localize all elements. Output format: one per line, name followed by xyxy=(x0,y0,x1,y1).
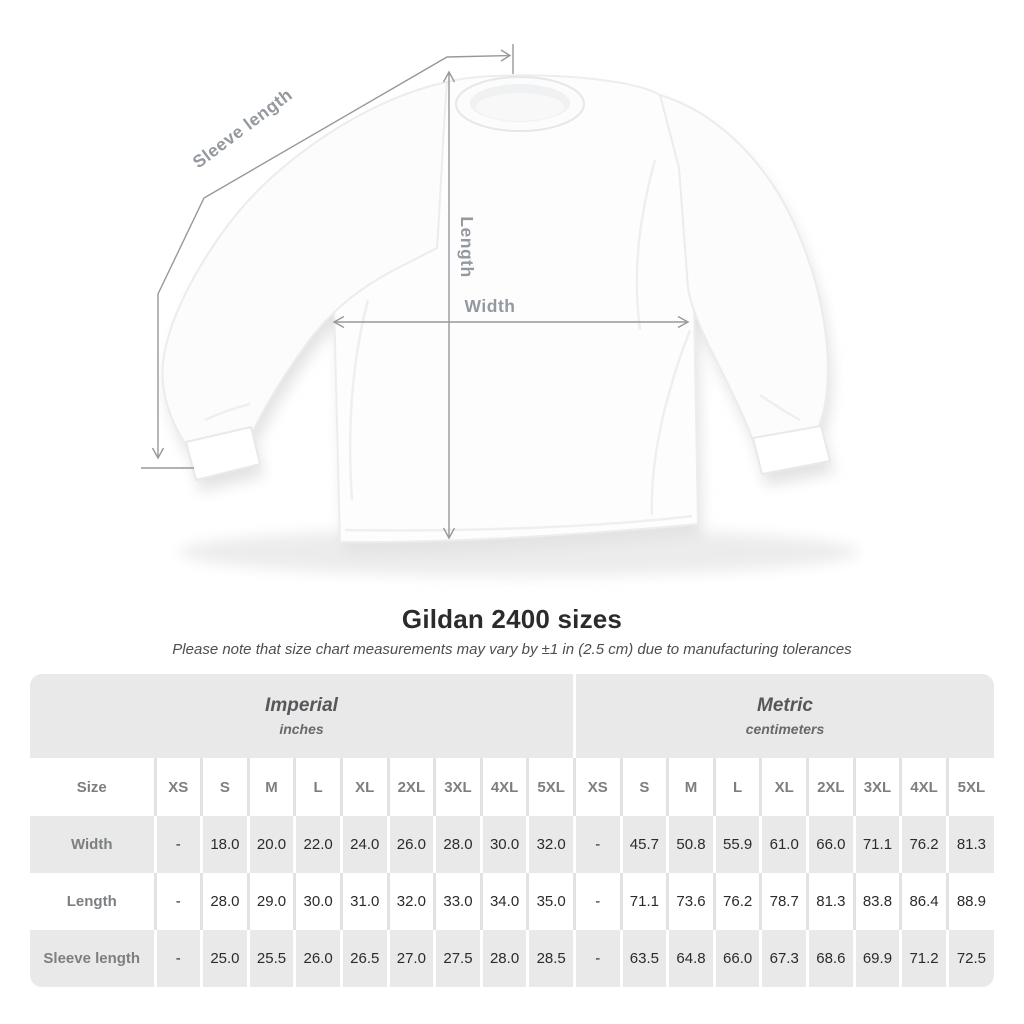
width-label: Width xyxy=(464,296,516,316)
size-header-imperial-3xl: 3XL xyxy=(435,758,482,816)
size-column-header: Size xyxy=(76,778,107,796)
measurement-row-length xyxy=(30,873,994,930)
measurement-cell: 78.7 xyxy=(761,873,808,930)
measurement-cell: 25.5 xyxy=(248,930,295,987)
size-header-imperial-5xl: 5XL xyxy=(528,758,575,816)
measurement-cell: 24.0 xyxy=(341,816,388,873)
metric-group-header xyxy=(574,674,994,758)
size-header-metric-4xl: 4XL xyxy=(901,758,948,816)
measurement-cell: 22.0 xyxy=(295,816,342,873)
size-header-imperial-2xl: 2XL xyxy=(388,758,435,816)
measurement-cell: 29.0 xyxy=(248,873,295,930)
measurement-cell: 26.0 xyxy=(295,930,342,987)
measurement-cell: 64.8 xyxy=(668,930,715,987)
measurement-cell: 31.0 xyxy=(341,873,388,930)
size-header-metric-xl: XL xyxy=(761,758,808,816)
measurement-cell: 67.3 xyxy=(761,930,808,987)
measurement-cell: 63.5 xyxy=(621,930,668,987)
measurement-cell: 50.8 xyxy=(668,816,715,873)
row-label: Length xyxy=(66,893,117,910)
size-header-metric-2xl: 2XL xyxy=(808,758,855,816)
measurement-cell: 68.6 xyxy=(808,930,855,987)
measurement-cell: 30.0 xyxy=(295,873,342,930)
measurement-cell: - xyxy=(574,873,621,930)
measurement-cell: - xyxy=(155,930,202,987)
measurement-cell: 33.0 xyxy=(435,873,482,930)
measurement-cell: 28.0 xyxy=(202,873,249,930)
measurement-cell: 30.0 xyxy=(481,816,528,873)
measurement-row-sleeve-length xyxy=(30,930,994,987)
measurement-cell: 71.1 xyxy=(854,816,901,873)
size-header-metric-3xl: 3XL xyxy=(854,758,901,816)
size-header-imperial-xl: XL xyxy=(341,758,388,816)
size-header-imperial-l: L xyxy=(295,758,342,816)
measurement-cell: 81.3 xyxy=(947,816,994,873)
shirt-collar-shape xyxy=(456,77,584,131)
imperial-group-header xyxy=(30,674,574,758)
measurement-cell: 72.5 xyxy=(947,930,994,987)
row-label: Sleeve length xyxy=(43,950,141,967)
size-header-metric-m: M xyxy=(668,758,715,816)
measurement-cell: 26.0 xyxy=(388,816,435,873)
measurement-cell: 35.0 xyxy=(528,873,575,930)
size-header-imperial-xs: XS xyxy=(155,758,202,816)
measurement-cell: 71.2 xyxy=(901,930,948,987)
measurement-cell: 55.9 xyxy=(714,816,761,873)
size-header-metric-s: S xyxy=(621,758,668,816)
measurement-cell: 76.2 xyxy=(714,873,761,930)
measurement-cell: - xyxy=(155,873,202,930)
measurement-cell: 34.0 xyxy=(481,873,528,930)
measurement-cell: 83.8 xyxy=(854,873,901,930)
sleeve-length-label: Sleeve length xyxy=(188,84,297,173)
measurement-cell: - xyxy=(574,816,621,873)
unit-group-row xyxy=(30,674,994,758)
measurement-cell: 69.9 xyxy=(854,930,901,987)
size-header-imperial-4xl: 4XL xyxy=(481,758,528,816)
metric-label: Metric xyxy=(757,695,813,716)
measurement-cell: 66.0 xyxy=(808,816,855,873)
measurement-cell: 28.0 xyxy=(435,816,482,873)
measurement-cell: 25.0 xyxy=(202,930,249,987)
measurement-cell: - xyxy=(574,930,621,987)
size-header-metric-xs: XS xyxy=(574,758,621,816)
row-label: Width xyxy=(70,836,113,853)
measurement-cell: 71.1 xyxy=(621,873,668,930)
measurement-cell: 27.0 xyxy=(388,930,435,987)
page-title: Gildan 2400 sizes xyxy=(401,604,623,634)
imperial-label: Imperial xyxy=(265,695,338,716)
length-label: Length xyxy=(457,216,477,278)
imperial-unit-label: inches xyxy=(279,721,324,737)
measurement-cell: 81.3 xyxy=(808,873,855,930)
measurement-cell: 73.6 xyxy=(668,873,715,930)
size-table xyxy=(30,674,994,987)
measurement-cell: 86.4 xyxy=(901,873,948,930)
measurement-cell: 32.0 xyxy=(528,816,575,873)
measurement-cell: 88.9 xyxy=(947,873,994,930)
measurement-cell: - xyxy=(155,816,202,873)
measurement-cell: 18.0 xyxy=(202,816,249,873)
size-header-metric-l: L xyxy=(714,758,761,816)
measurement-cell: 26.5 xyxy=(341,930,388,987)
measurement-cell: 45.7 xyxy=(621,816,668,873)
measurement-row-width xyxy=(30,816,994,873)
measurement-cell: 28.5 xyxy=(528,930,575,987)
measurement-cell: 66.0 xyxy=(714,930,761,987)
measurement-cell: 27.5 xyxy=(435,930,482,987)
metric-unit-label: centimeters xyxy=(745,721,825,737)
size-header-imperial-m: M xyxy=(248,758,295,816)
size-header-row xyxy=(30,758,994,816)
measurement-cell: 32.0 xyxy=(388,873,435,930)
measurement-cell: 61.0 xyxy=(761,816,808,873)
size-header-metric-5xl: 5XL xyxy=(947,758,994,816)
measurement-cell: 20.0 xyxy=(248,816,295,873)
size-header-imperial-s: S xyxy=(202,758,249,816)
tolerance-note: Please note that size chart measurements may vary by ±1 in (2.5 cm) due to manufacturing tolerances xyxy=(172,641,852,658)
measurement-cell: 28.0 xyxy=(481,930,528,987)
measurement-cell: 76.2 xyxy=(901,816,948,873)
